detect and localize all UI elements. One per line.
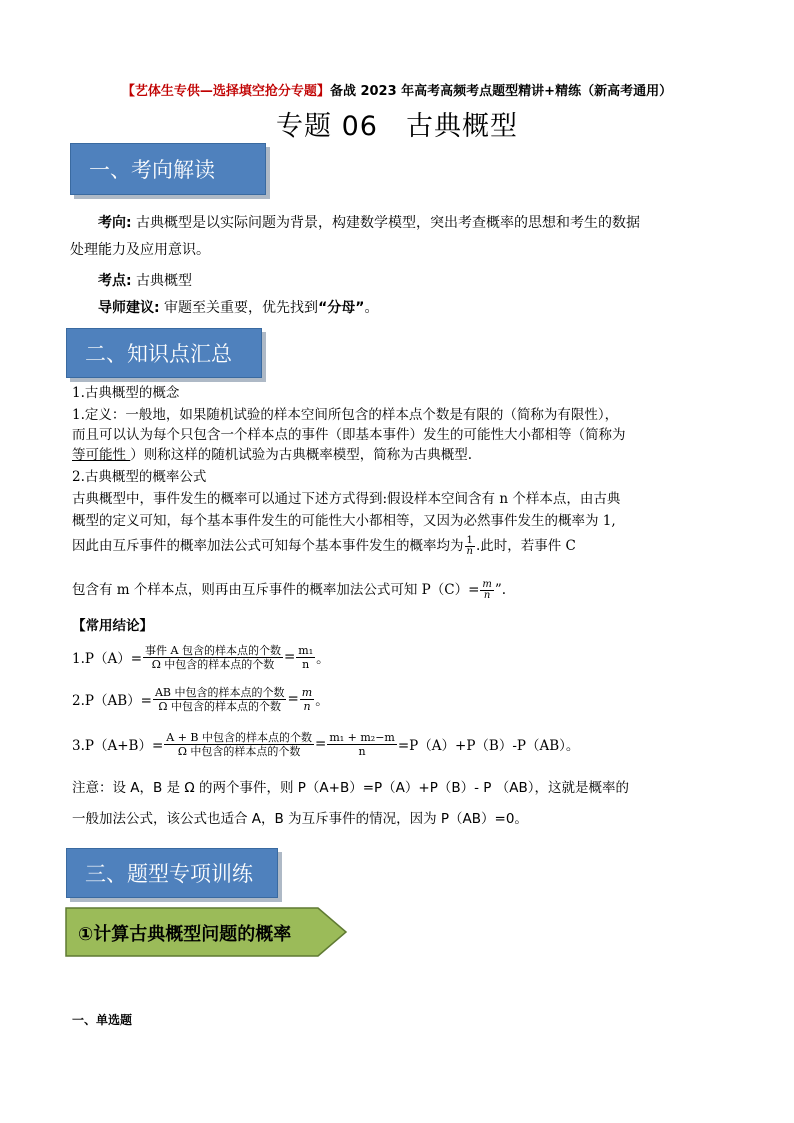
common-conclusions-title: 【常用结论】: [72, 618, 153, 634]
formula-2-fraction: [153, 686, 287, 713]
kaoxiang-line-2: 处理能力及应用意识。: [70, 242, 210, 258]
fraction-numerator: AB 中包含的样本点的个数: [154, 685, 285, 699]
advice-line: [98, 295, 378, 322]
formula-text-3: [72, 536, 732, 557]
formula-text-1: 古典概型中，事件发生的概率可以通过下述方式得到:假设样本空间含有 n 个样本点，由古典: [72, 491, 621, 507]
formula-text-2: 概型的定义可知，每个基本事件发生的可能性大小都相等，又因为必然事件发生的概率为 1,: [72, 513, 616, 529]
formula-3-lhs: 3.P（A+B）=: [72, 738, 164, 754]
formula-1: [72, 640, 330, 674]
note-line-1: 注意：设 A，B 是 Ω 的两个事件，则 P（A+B）=P（A）+P（B）- P （AB），这就是概率的: [72, 780, 629, 796]
formula-text-4: [72, 580, 732, 601]
fraction-m-over-n: [480, 580, 493, 601]
formula-text-4a: 包含有 m 个样本点，则再由互斥事件的概率加法公式可知 P（C）=: [72, 582, 480, 598]
fraction-numerator: 1: [466, 535, 473, 546]
advice-end: 。: [364, 300, 379, 316]
kaodian-line: [98, 268, 192, 295]
formula-2-end: 。: [315, 693, 329, 709]
fraction-denominator: n: [358, 744, 366, 758]
advice-text: 审题至关重要，优先找到: [159, 300, 319, 316]
formula-text-3a: 因此由互斥事件的概率加法公式可知每个基本事件发生的概率均为: [72, 538, 464, 554]
formula-text-3b: .此时，若事件 C: [475, 538, 576, 554]
fraction-denominator: n: [466, 546, 473, 557]
kaodian-label: 考点:: [98, 273, 132, 289]
formula-1-result: [296, 644, 315, 671]
kaoxiang-paragraph: [70, 210, 730, 237]
formula-1-end: 。: [316, 651, 330, 667]
topic-arrow-label: ①计算古典概型问题的概率: [78, 924, 292, 945]
formula-title: 2.古典概型的概率公式: [72, 469, 207, 485]
fraction-numerator: m: [301, 685, 313, 699]
fraction-numerator: m: [482, 579, 492, 590]
fraction-numerator: m₁: [298, 643, 314, 657]
advice-label: 导师建议:: [98, 300, 160, 316]
concept-title: 1.古典概型的概念: [72, 385, 180, 401]
definition-line-3: [72, 446, 732, 465]
formula-3: [72, 726, 579, 762]
formula-3-eq: =: [315, 736, 327, 752]
kaoxiang-text-1: 古典概型是以实际问题为背景，构建数学模型，突出考查概率的思想和考生的数据: [131, 215, 641, 231]
single-choice-heading: 一、单选题: [72, 1013, 133, 1027]
section-1-heading: 一、考向解读: [89, 158, 215, 182]
formula-1-eq: =: [283, 649, 296, 665]
section-1-heading-box: [70, 143, 266, 195]
formula-1-fraction: [143, 644, 283, 671]
section-3-heading-box: [66, 848, 278, 898]
formula-2: [72, 682, 329, 716]
doc-header: [0, 80, 794, 99]
formula-3-end: =P（A）+P（B）-P（AB）。: [397, 738, 580, 754]
fraction-denominator: Ω 中包含的样本点的个数: [177, 744, 301, 758]
header-series-tag: 【艺体生专供—选择填空抢分专题】: [121, 84, 330, 99]
kaoxiang-label: 考向:: [98, 215, 132, 231]
header-subtitle: 备战 2023 年高考高频考点题型精讲+精练（新高考通用）: [329, 84, 673, 99]
definition-line-2: 而且可以认为每个只包含一个样本点的事件（即基本事件）发生的可能性大小都相等（简称为: [72, 427, 626, 443]
definition-line-3-rest: ）则称这样的随机试验为古典概率模型，简称为古典概型.: [130, 447, 473, 463]
equal-possibility-term: 等可能性: [72, 447, 131, 463]
formula-3-result: [327, 731, 397, 758]
formula-1-lhs: 1.P（A）=: [72, 651, 143, 667]
formula-2-lhs: 2.P（AB）=: [72, 693, 152, 709]
section-2-heading: 二、知识点汇总: [85, 342, 232, 366]
fraction-numerator: m₁ + m₂−m: [329, 730, 395, 744]
formula-2-eq: =: [287, 691, 299, 707]
formula-2-result: [300, 686, 314, 713]
advice-bold: “分母”: [318, 300, 365, 316]
formula-3-fraction: [164, 731, 314, 758]
topic-arrow-banner: [64, 906, 348, 958]
fraction-numerator: A + B 中包含的样本点的个数: [166, 730, 312, 744]
section-3-heading: 三、题型专项训练: [85, 862, 253, 886]
fraction-denominator: n: [483, 590, 491, 601]
fraction-denominator: Ω 中包含的样本点的个数: [158, 699, 282, 713]
fraction-numerator: 事件 A 包含的样本点的个数: [145, 643, 281, 657]
page-title: 专题 06 古典概型: [276, 111, 518, 142]
kaodian-text: 古典概型: [131, 273, 193, 289]
note-line-2: 一般加法公式，该公式也适合 A，B 为互斥事件的情况，因为 P（AB）=0。: [72, 811, 528, 827]
fraction-1-over-n: [465, 536, 475, 557]
fraction-denominator: n: [303, 699, 311, 713]
fraction-denominator: Ω 中包含的样本点的个数: [151, 657, 275, 671]
formula-text-4b: ”.: [494, 582, 507, 598]
section-2-heading-box: [66, 328, 262, 378]
definition-line-1: 1.定义：一般地，如果随机试验的样本空间所包含的样本点个数是有限的（简称为有限性），: [72, 407, 619, 423]
fraction-denominator: n: [302, 657, 310, 671]
